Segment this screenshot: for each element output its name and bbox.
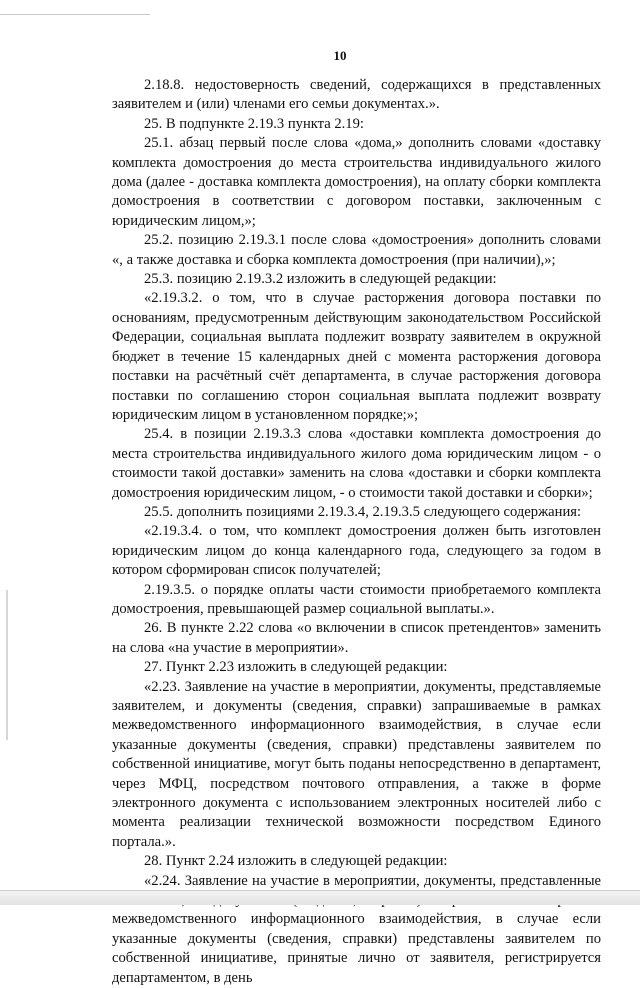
paragraph: «2.23. Заявление на участие в мероприятии, документы, представляемые заявителем, и документы (сведения, справки) запрашиваемые в рамках межведомственного информационного взаимодействия, в случае если указанные документы (сведения, справки) представлены заявителем по собственной инициативе, могут быть поданы непосредственно в департамент, через МФЦ, посредством почтового отправления, а также в форме электронного документа с использованием электронных носителей либо с момента реализации технической возможности посредством Единого портала.».: [112, 678, 601, 850]
paragraph: «2.19.3.2. о том, что в случае расторжения договора поставки по основаниям, предусмотренным действующим законодательством Российской Федерации, социальная выплата подлежит возврату заявителем в окружной бюджет в течение 15 календарных дней с момента расторжения договора поставки на расчётный счёт департамента, в случае расторжения договора поставки по соглашению сторон социальная выплата подлежит возврату юридическим лицом в установленном порядке;»;: [112, 290, 601, 423]
paragraph: 26. В пункте 2.22 слова «о включении в список претендентов» заменить на слова «на участие в мероприятии».: [112, 620, 601, 656]
paragraph: 25.4. в позиции 2.19.3.3 слова «доставки комплекта домостроения до места строительства индивидуального жилого дома юридическим лицом - о стоимости такой доставки» заменить на слова «доставки и сборки комплекта домостроения юридическим лицом, - о стоимости такой доставки и сборки»;: [112, 426, 601, 501]
paragraph: 25.3. позицию 2.19.3.2 изложить в следующей редакции:: [144, 271, 497, 288]
scan-edge-top: [0, 14, 150, 15]
paragraph: 25. В подпункте 2.19.3 пункта 2.19:: [144, 115, 364, 132]
paragraph: «2.24. Заявление на участие в мероприятии, документы, представленные межведомственного информационного взаимодействия, в случае если указанные документы (сведения, справки) представлены заявителем по собственной инициативе, принятые лично от заявителя, регистрируется департаментом, в день: [112, 872, 601, 986]
paragraph: 25.2. позицию 2.19.3.1 после слова «домостроения» дополнить словами «, а также доставка и сборка комплекта домостроения (при наличии),»;: [112, 232, 601, 268]
scan-edge-left: [6, 590, 8, 740]
paragraph: 27. Пункт 2.23 изложить в следующей редакции:: [144, 659, 448, 676]
scan-edge-bottom: [0, 890, 640, 905]
paragraph: 25.5. дополнить позициями 2.19.3.4, 2.19.3.5 следующего содержания:: [144, 503, 582, 520]
paragraph: 2.18.8. недостоверность сведений, содержащихся в представленных заявителем и (или) членами его семьи документах.».: [112, 77, 601, 113]
paragraph: «2.19.3.4. о том, что комплект домостроения должен быть изготовлен юридическим лицом до конца календарного года, следующего за годом в котором сформирован список получателей;: [112, 523, 601, 579]
paragraph: 2.19.3.5. о порядке оплаты части стоимости приобретаемого комплекта домостроения, превышающей размер социальной выплаты.».: [112, 581, 601, 617]
page-number: 10: [333, 48, 347, 63]
document-body: [112, 76, 601, 988]
paragraph: 28. Пункт 2.24 изложить в следующей редакции:: [144, 853, 448, 870]
paragraph: 25.1. абзац первый после слова «дома,» дополнить словами «доставку комплекта домостроения до места строительства индивидуального жилого дома (далее - доставка комплекта домостроения), на оплату сборки комплекта домостроения в соответствии с договором поставки, заключенным с юридическим лицом,»;: [112, 135, 601, 229]
